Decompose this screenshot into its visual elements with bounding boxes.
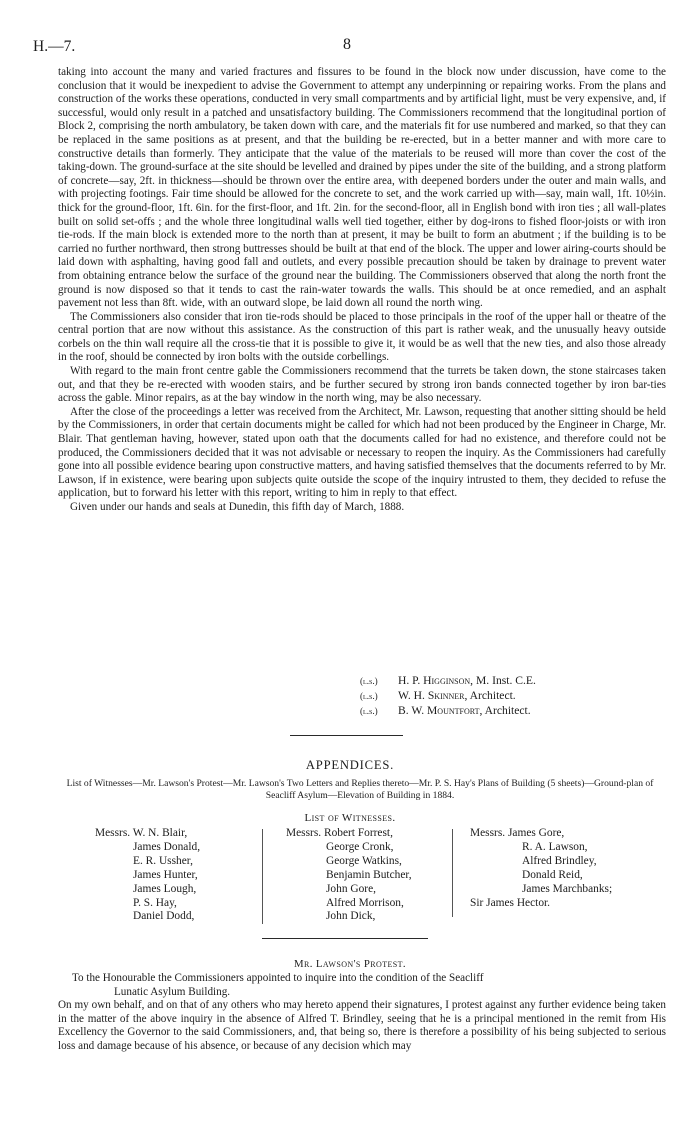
report-paragraph-2: The Commissioners also consider that iron tie-rods should be placed to those principals in the roof of the upper hall or theatre of the central portion that are now without this assistance. As the construction of this part is rather weak, and the unusually heavy outside corbels on the thin wall require all the cross-tie that it is possible to give it, it would be as well that the new ties, and also those already in the roof, should be connected by iron bolts with the outside corbellings. — [58, 310, 666, 364]
witness-name: Alfred Morrison, — [326, 896, 404, 909]
witness-name: James Lough, — [133, 882, 197, 895]
appendices-heading: APPENDICES. — [305, 758, 395, 772]
signature-line — [360, 689, 536, 704]
report-body — [58, 66, 666, 515]
section-divider — [290, 735, 403, 736]
witness-name: James Marchbanks; — [522, 882, 613, 895]
witness-column-2 — [286, 827, 412, 924]
witness-name: Sir James Hector. — [470, 896, 551, 909]
witness-name: Daniel Dodd, — [133, 910, 195, 923]
protest-letter — [58, 972, 666, 1054]
witness-name: James Donald, — [133, 840, 201, 853]
witness-name: James Hunter, — [133, 868, 198, 881]
column-divider — [452, 829, 453, 917]
section-divider — [262, 938, 428, 939]
signatory-name: W. H. Skinner, — [398, 688, 468, 702]
witness-name: Benjamin Butcher, — [326, 868, 412, 881]
witness-column-1 — [95, 827, 200, 924]
protest-heading: Mr. Lawson's Protest. — [293, 958, 407, 970]
report-paragraph-4: After the close of the proceedings a letter was received from the Architect, Mr. Lawson, requesting that another sitting should be held by the Commissioners, in order that certain documents might be called for which had not been produced by the Engineer in Charge, Mr. Blair. That gentleman having, however, stated upon oath that the documents called for had no existence, and therefore could not be produced, the Commissioners decided that it was not advisable or necessary to reopen the inquiry. As the Commissioners had carefully gone into all possible evidence bearing upon constructive matters, and having satisfied themselves that the documents referred to by Mr. Lawson, if in existence, were bearing upon subjects quite outside the scope of the inquiry intrusted to them, they decided to refuse the application, but to forward his letter with this report, writing to him in reply to that effect. — [58, 405, 666, 500]
witness-name: E. R. Ussher, — [133, 854, 193, 867]
signatory-title: M. Inst. C.E. — [473, 674, 536, 687]
signatory-name: B. W. Mountfort, — [398, 703, 483, 717]
report-paragraph-5: Given under our hands and seals at Dunedin, this fifth day of March, 1888. — [70, 501, 405, 513]
witness-name: Donald Reid, — [522, 868, 583, 881]
seal-mark: (l.s.) — [360, 705, 378, 716]
witness-name: Messrs. W. N. Blair, — [95, 827, 188, 839]
page-number: 8 — [343, 36, 351, 53]
signatory-name: H. P. Higginson, — [398, 674, 474, 687]
document-reference: H.—7. — [33, 38, 76, 55]
report-paragraph-3: With regard to the main front centre gable the Commissioners recommend that the turrets be taken down, the stone staircases taken out, and that they be re-erected with wooden stairs, and be further secured by strong iron bands connected together by iron bar-ties across the gable. Minor repairs, as at the bay window in the north wing, may be also necessary. — [58, 365, 666, 405]
column-divider — [262, 829, 263, 924]
witness-name: Alfred Brindley, — [522, 854, 597, 867]
protest-body: On my own behalf, and on that of any others who may hereto append their signatures, I protest against any further evidence being taken in the matter of the above inquiry in the absence of Alfred T. Brindley, seeing that he is a principal mentioned in the remit from His Excellency the Governor to the said Commissioners, and, that being so, there is therefore a possibility of his being subjected to serious loss and damage because of his absence, or because of any decision which may — [58, 999, 666, 1052]
protest-address-continued: Lunatic Asylum Building. — [114, 985, 231, 998]
signatory-title: Architect. — [482, 703, 531, 717]
appendices-contents: List of Witnesses—Mr. Lawson's Protest—Mr. Lawson's Two Letters and Replies thereto—Mr. P. S. Hay's Plans of Building (5 sheets)—Ground-plan of Seacliff Asylum—Elevation of Building in 1884. — [66, 778, 654, 801]
signatory-title: Architect. — [467, 688, 516, 702]
witness-name: George Watkins, — [326, 854, 402, 867]
protest-address: To the Honourable the Commissioners appointed to inquire into the condition of the Seacliff — [72, 972, 484, 984]
signature-line — [360, 704, 536, 719]
witness-name: George Cronk, — [326, 840, 394, 853]
seal-mark: (l.s.) — [360, 690, 378, 701]
witness-name: R. A. Lawson, — [522, 840, 588, 853]
witness-name: P. S. Hay, — [133, 896, 177, 909]
witness-name: John Gore, — [326, 882, 376, 895]
report-paragraph-1: taking into account the many and varied fractures and fissures to be found in the block now under discussion, have come to the conclusion that it would be inexpedient to advise the Government to attempt any underpinning or repairing works. From the plans and construction of the works these operations, conducted in very small compartments and by artificial light, must be very expensive, and, if successful, would only result in a patched and unsatisfactory building. The Commissioners recommend that the longitudinal portion of Block 2, comprising the north ambulatory, be taken down with care, and the materials fit for use numbered and marked, so that they can be replaced in the same positions as at present, and that the building be re-erected, but in a better manner and with more care to constructive details than formerly. They anticipate that the value of the materials to be reused will more than cover the cost of the taking-down. The ground-surface at the site should be levelled and drained by pipes under the site of the building, and a strong platform of concrete—say, 2ft. in thickness—should be thrown over the entire area, with deepened borders under the outer and main walls, and with projecting footings. Fair time should be allowed for the concrete to set, and the work carried up with—say, main wall, 1ft. 10½in. thick for the ground-floor, 1ft. 6in. for the first-floor, and 1ft. 2in. for the second-floor, all in English bond with iron ties ; all wall-plates built on solid set-offs ; and the whole three longitudinal walls well tied together, either by dog-irons to fished floor-joists or with iron tie-rods. If the main block is extended more to the north than at present, it may be built to form an abutment ; if the building is to be carried no further northward, then strong buttresses should be built at that end of the block. The upper and lower airing-courts should be laid down with asphalting, having good fall and outlets, and every possible precaution should be taken by drainage to prevent water from obtaining entrance below the surface of the ground near the building. The Commissioners observed that along the north front the ground is now disposed so that it tends to cast the rain-water towards the walls. This should be at once remedied, and an asphalt pavement not less than 8ft. wide, with an outward slope, be laid down all round the north wing. — [58, 66, 666, 310]
signature-block — [360, 674, 536, 718]
witness-name: John Dick, — [326, 910, 376, 923]
witness-name: Messrs. James Gore, — [470, 827, 565, 839]
witnesses-heading: List of Witnesses. — [304, 812, 396, 824]
witness-name: Messrs. Robert Forrest, — [286, 827, 393, 839]
seal-mark: (l.s.) — [360, 676, 378, 686]
signature-line — [360, 674, 536, 689]
witness-column-3 — [470, 827, 612, 910]
